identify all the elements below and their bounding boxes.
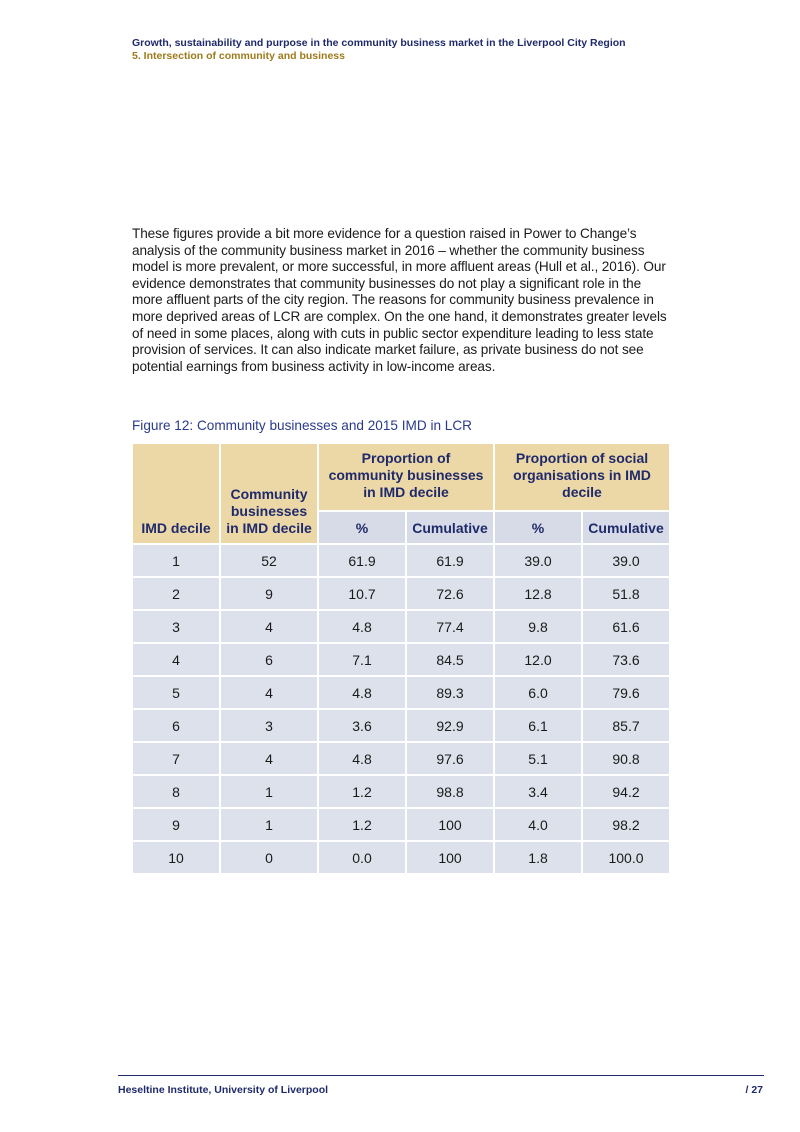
cell-community-pct: 4.8 [319, 743, 405, 774]
cell-social-pct: 6.0 [495, 677, 581, 708]
cell-imd-decile: 4 [133, 644, 219, 675]
cell-social-cumulative: 94.2 [583, 776, 669, 807]
page-number: / 27 [745, 1084, 763, 1096]
table-row [133, 644, 669, 675]
cell-community-cumulative: 97.6 [407, 743, 493, 774]
table-row [133, 578, 669, 609]
header-proportion-social: Proportion of social organisations in IMD decile [495, 444, 669, 510]
cell-community-businesses: 1 [221, 776, 317, 807]
table-row [133, 677, 669, 708]
cell-social-pct: 12.0 [495, 644, 581, 675]
cell-community-cumulative: 61.9 [407, 545, 493, 576]
cell-imd-decile: 8 [133, 776, 219, 807]
table-row [133, 743, 669, 774]
cell-social-pct: 3.4 [495, 776, 581, 807]
cell-social-pct: 12.8 [495, 578, 581, 609]
cell-community-pct: 0.0 [319, 842, 405, 873]
document-title: Growth, sustainability and purpose in the community business market in the Liverpool City Region [132, 37, 626, 49]
cell-social-cumulative: 73.6 [583, 644, 669, 675]
cell-community-businesses: 4 [221, 677, 317, 708]
cell-community-cumulative: 89.3 [407, 677, 493, 708]
cell-community-businesses: 6 [221, 644, 317, 675]
cell-community-businesses: 52 [221, 545, 317, 576]
figure-caption: Figure 12: Community businesses and 2015 IMD in LCR [132, 418, 473, 433]
table-row [133, 710, 669, 741]
cell-social-cumulative: 100.0 [583, 842, 669, 873]
cell-imd-decile: 6 [133, 710, 219, 741]
section-title: 5. Intersection of community and business [132, 50, 345, 62]
cell-community-pct: 4.8 [319, 611, 405, 642]
header-imd-decile: IMD decile [133, 444, 219, 543]
subheader-social-pct: % [495, 512, 581, 543]
cell-imd-decile: 1 [133, 545, 219, 576]
cell-social-pct: 39.0 [495, 545, 581, 576]
cell-social-cumulative: 90.8 [583, 743, 669, 774]
cell-imd-decile: 5 [133, 677, 219, 708]
cell-community-pct: 3.6 [319, 710, 405, 741]
cell-social-pct: 4.0 [495, 809, 581, 840]
cell-community-cumulative: 98.8 [407, 776, 493, 807]
cell-imd-decile: 3 [133, 611, 219, 642]
cell-social-cumulative: 51.8 [583, 578, 669, 609]
cell-community-pct: 7.1 [319, 644, 405, 675]
imd-table [131, 442, 671, 875]
table-row [133, 611, 669, 642]
cell-social-cumulative: 79.6 [583, 677, 669, 708]
table-row [133, 809, 669, 840]
cell-community-pct: 4.8 [319, 677, 405, 708]
table-row [133, 776, 669, 807]
cell-community-cumulative: 77.4 [407, 611, 493, 642]
cell-imd-decile: 7 [133, 743, 219, 774]
table-row [133, 842, 669, 873]
cell-social-pct: 5.1 [495, 743, 581, 774]
cell-social-pct: 1.8 [495, 842, 581, 873]
body-paragraph: These figures provide a bit more evidence for a question raised in Power to Change’s analysis of the community business market in 2016 – whether the community business model is more prevalent, or more successful, in more affluent areas (Hull et al., 2016). Our evidence demonstrates that community businesses do not play a significant role in the more affluent parts of the city region. The reasons for community business prevalence in more deprived areas of LCR are complex. On the one hand, it demonstrates greater levels of need in some places, along with cuts in public sector expenditure leading to less state provision of services. It can also indicate market failure, as private business do not see potential earnings from business activity in low-income areas. [132, 226, 667, 374]
cell-community-cumulative: 100 [407, 842, 493, 873]
cell-imd-decile: 9 [133, 809, 219, 840]
cell-community-pct: 1.2 [319, 776, 405, 807]
footer-divider [118, 1075, 764, 1076]
subheader-community-cumulative: Cumulative [407, 512, 493, 543]
table-row [133, 545, 669, 576]
subheader-social-cumulative: Cumulative [583, 512, 669, 543]
cell-social-pct: 6.1 [495, 710, 581, 741]
cell-social-cumulative: 39.0 [583, 545, 669, 576]
cell-community-businesses: 4 [221, 743, 317, 774]
cell-community-pct: 10.7 [319, 578, 405, 609]
cell-social-cumulative: 98.2 [583, 809, 669, 840]
cell-community-cumulative: 92.9 [407, 710, 493, 741]
cell-community-cumulative: 72.6 [407, 578, 493, 609]
cell-imd-decile: 10 [133, 842, 219, 873]
cell-imd-decile: 2 [133, 578, 219, 609]
cell-community-businesses: 4 [221, 611, 317, 642]
running-header [132, 37, 752, 63]
cell-community-businesses: 0 [221, 842, 317, 873]
footer-institution: Heseltine Institute, University of Liverpool [118, 1084, 329, 1096]
cell-community-businesses: 9 [221, 578, 317, 609]
cell-social-cumulative: 61.6 [583, 611, 669, 642]
header-community-businesses: Community businesses in IMD decile [221, 444, 317, 543]
cell-community-pct: 61.9 [319, 545, 405, 576]
cell-community-cumulative: 100 [407, 809, 493, 840]
subheader-community-pct: % [319, 512, 405, 543]
cell-community-businesses: 3 [221, 710, 317, 741]
cell-social-cumulative: 85.7 [583, 710, 669, 741]
cell-community-businesses: 1 [221, 809, 317, 840]
header-proportion-community: Proportion of community businesses in IMD decile [319, 444, 493, 510]
cell-social-pct: 9.8 [495, 611, 581, 642]
cell-community-pct: 1.2 [319, 809, 405, 840]
cell-community-cumulative: 84.5 [407, 644, 493, 675]
